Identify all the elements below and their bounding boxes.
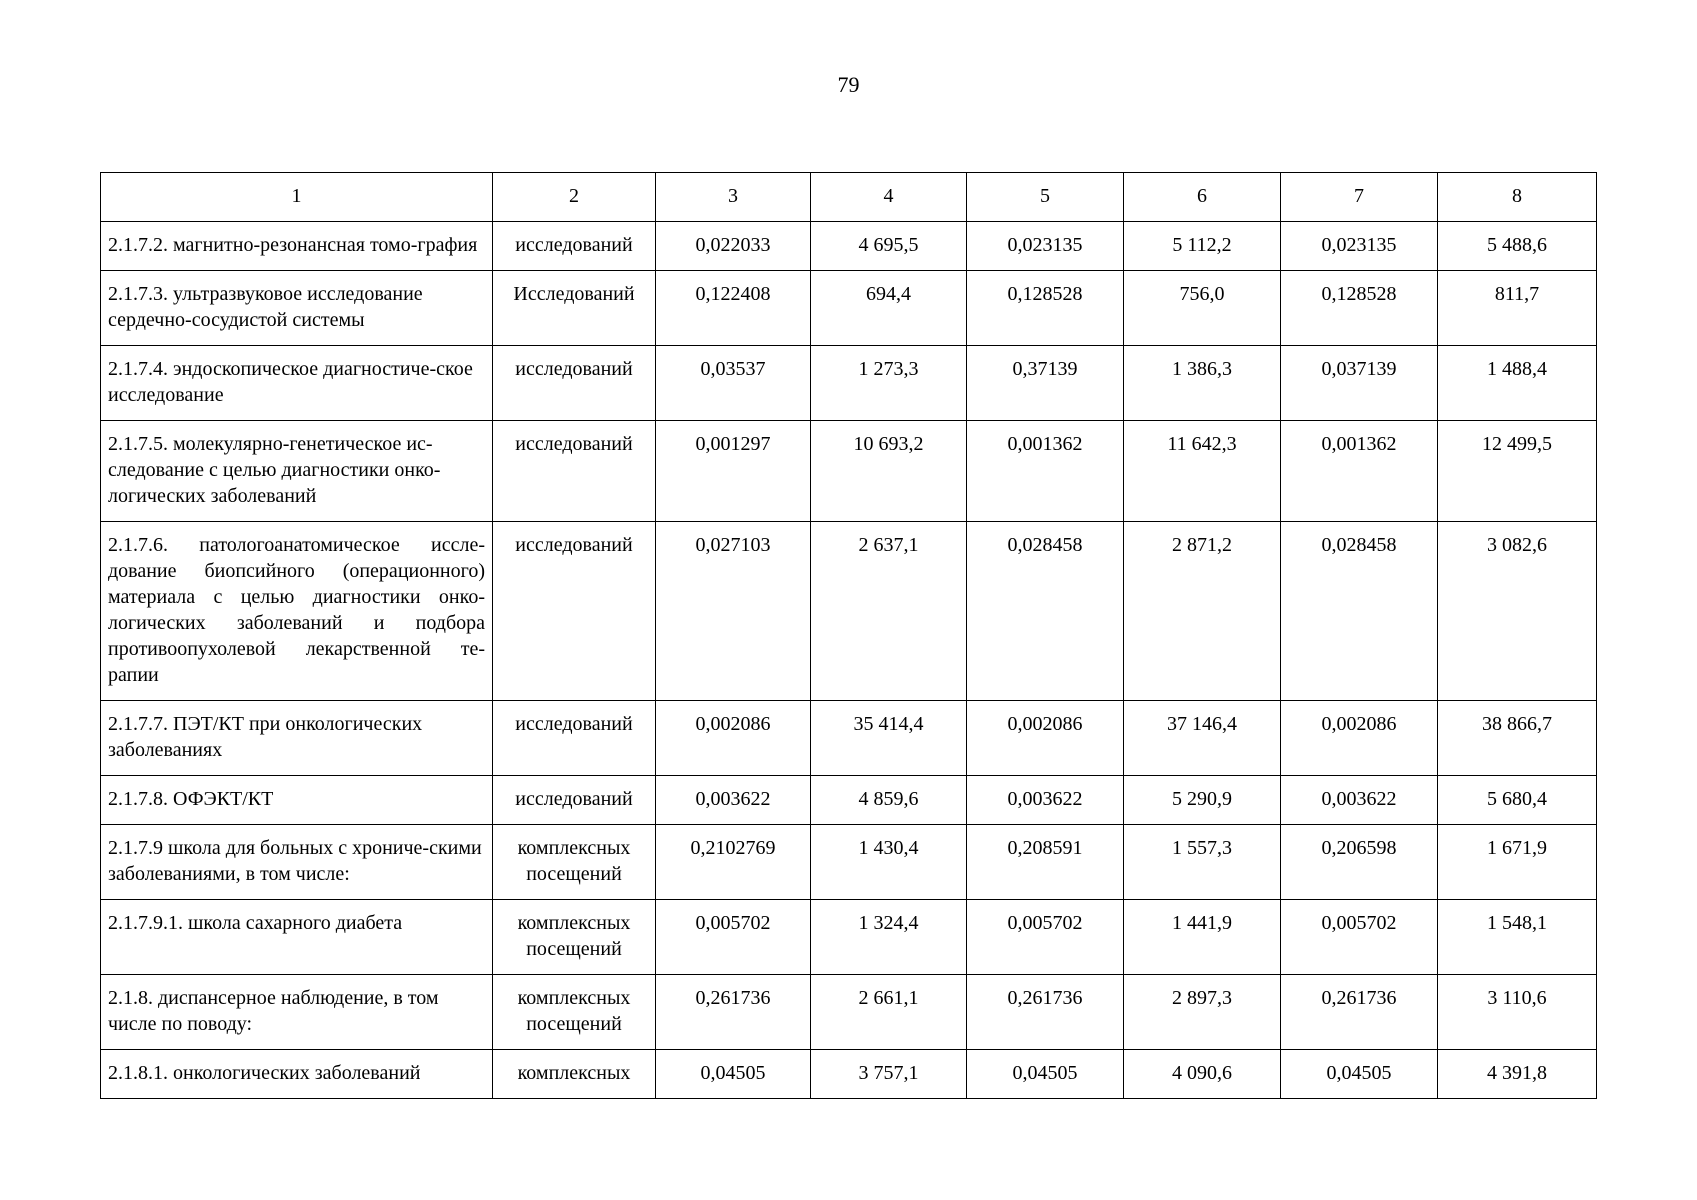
column-header: 2 — [493, 173, 656, 222]
value-cell: 1 671,9 — [1438, 825, 1597, 900]
value-cell: 3 757,1 — [811, 1050, 967, 1099]
page-number: 79 — [837, 72, 860, 97]
service-name-cell: 2.1.7.7. ПЭТ/КТ при онкологических заболеваниях — [101, 701, 493, 776]
value-cell: 1 441,9 — [1124, 900, 1281, 975]
value-cell: 0,027103 — [656, 522, 811, 701]
value-cell: 1 324,4 — [811, 900, 967, 975]
value-cell: 1 557,3 — [1124, 825, 1281, 900]
service-name-cell: 2.1.8.1. онкологических заболеваний — [101, 1050, 493, 1099]
service-name-cell: 2.1.7.2. магнитно-резонансная томо-графия — [101, 222, 493, 271]
value-cell: 2 637,1 — [811, 522, 967, 701]
value-cell: 0,001362 — [1281, 421, 1438, 522]
unit-cell: исследований — [493, 421, 656, 522]
value-cell: 0,003622 — [967, 776, 1124, 825]
table-header — [101, 173, 1597, 222]
service-name-cell: 2.1.7.5. молекулярно-генетическое ис-следование с целью диагностики онко-логических заболеваний — [101, 421, 493, 522]
value-cell: 0,2102769 — [656, 825, 811, 900]
unit-cell: исследований — [493, 346, 656, 421]
table-row — [101, 975, 1597, 1050]
unit-cell: комплексных посещений — [493, 825, 656, 900]
value-cell: 0,022033 — [656, 222, 811, 271]
value-cell: 0,04505 — [1281, 1050, 1438, 1099]
column-header: 3 — [656, 173, 811, 222]
value-cell: 4 391,8 — [1438, 1050, 1597, 1099]
value-cell: 0,128528 — [1281, 271, 1438, 346]
service-name-cell: 2.1.7.9.1. школа сахарного диабета — [101, 900, 493, 975]
value-cell: 0,122408 — [656, 271, 811, 346]
value-cell: 2 661,1 — [811, 975, 967, 1050]
value-cell: 0,04505 — [967, 1050, 1124, 1099]
value-cell: 3 110,6 — [1438, 975, 1597, 1050]
value-cell: 0,023135 — [967, 222, 1124, 271]
value-cell: 0,261736 — [967, 975, 1124, 1050]
value-cell: 0,261736 — [656, 975, 811, 1050]
table-row — [101, 222, 1597, 271]
value-cell: 37 146,4 — [1124, 701, 1281, 776]
value-cell: 0,005702 — [1281, 900, 1438, 975]
value-cell: 0,003622 — [656, 776, 811, 825]
column-header: 6 — [1124, 173, 1281, 222]
value-cell: 0,002086 — [1281, 701, 1438, 776]
value-cell: 1 386,3 — [1124, 346, 1281, 421]
service-name-cell: 2.1.7.4. эндоскопическое диагностиче-ское исследование — [101, 346, 493, 421]
value-cell: 0,37139 — [967, 346, 1124, 421]
value-cell: 0,028458 — [967, 522, 1124, 701]
value-cell: 4 090,6 — [1124, 1050, 1281, 1099]
table-row — [101, 825, 1597, 900]
value-cell: 10 693,2 — [811, 421, 967, 522]
value-cell: 0,003622 — [1281, 776, 1438, 825]
table-row — [101, 900, 1597, 975]
value-cell: 35 414,4 — [811, 701, 967, 776]
value-cell: 3 082,6 — [1438, 522, 1597, 701]
column-header: 4 — [811, 173, 967, 222]
value-cell: 0,208591 — [967, 825, 1124, 900]
table-row — [101, 776, 1597, 825]
unit-cell: комплексных посещений — [493, 975, 656, 1050]
unit-cell: Исследований — [493, 271, 656, 346]
value-cell: 4 695,5 — [811, 222, 967, 271]
value-cell: 4 859,6 — [811, 776, 967, 825]
value-cell: 0,028458 — [1281, 522, 1438, 701]
column-number-row — [101, 173, 1597, 222]
table-row — [101, 522, 1597, 701]
value-cell: 5 290,9 — [1124, 776, 1281, 825]
value-cell: 1 430,4 — [811, 825, 967, 900]
value-cell: 0,002086 — [656, 701, 811, 776]
value-cell: 0,128528 — [967, 271, 1124, 346]
value-cell: 0,261736 — [1281, 975, 1438, 1050]
value-cell: 12 499,5 — [1438, 421, 1597, 522]
column-header: 8 — [1438, 173, 1597, 222]
value-cell: 0,005702 — [656, 900, 811, 975]
service-name-cell: 2.1.7.6. патологоанатомическое иссле-дование биопсийного (операционного) материала с целью диагностики онко-логических заболеваний и подбора противоопухолевой лекарственной те-рапии — [101, 522, 493, 701]
value-cell: 0,206598 — [1281, 825, 1438, 900]
tariff-table — [100, 172, 1597, 1099]
service-name-cell: 2.1.8. диспансерное наблюдение, в том числе по поводу: — [101, 975, 493, 1050]
unit-cell: исследований — [493, 701, 656, 776]
unit-cell: исследований — [493, 522, 656, 701]
value-cell: 11 642,3 — [1124, 421, 1281, 522]
value-cell: 756,0 — [1124, 271, 1281, 346]
table-row — [101, 421, 1597, 522]
value-cell: 694,4 — [811, 271, 967, 346]
table-row — [101, 271, 1597, 346]
table-row — [101, 346, 1597, 421]
value-cell: 0,04505 — [656, 1050, 811, 1099]
value-cell: 2 897,3 — [1124, 975, 1281, 1050]
value-cell: 1 273,3 — [811, 346, 967, 421]
value-cell: 1 548,1 — [1438, 900, 1597, 975]
value-cell: 1 488,4 — [1438, 346, 1597, 421]
service-name-cell: 2.1.7.3. ультразвуковое исследование сердечно-сосудистой системы — [101, 271, 493, 346]
unit-cell: исследований — [493, 222, 656, 271]
value-cell: 0,002086 — [967, 701, 1124, 776]
value-cell: 0,023135 — [1281, 222, 1438, 271]
value-cell: 5 680,4 — [1438, 776, 1597, 825]
unit-cell: комплексных — [493, 1050, 656, 1099]
value-cell: 5 112,2 — [1124, 222, 1281, 271]
value-cell: 0,037139 — [1281, 346, 1438, 421]
column-header: 5 — [967, 173, 1124, 222]
table-row — [101, 701, 1597, 776]
column-header: 1 — [101, 173, 493, 222]
value-cell: 0,03537 — [656, 346, 811, 421]
unit-cell: исследований — [493, 776, 656, 825]
value-cell: 0,001297 — [656, 421, 811, 522]
service-name-cell: 2.1.7.9 школа для больных с хрониче-скими заболеваниями, в том числе: — [101, 825, 493, 900]
service-name-cell: 2.1.7.8. ОФЭКТ/КТ — [101, 776, 493, 825]
value-cell: 0,005702 — [967, 900, 1124, 975]
table-body — [101, 222, 1597, 1099]
value-cell: 811,7 — [1438, 271, 1597, 346]
table-row — [101, 1050, 1597, 1099]
unit-cell: комплексных посещений — [493, 900, 656, 975]
value-cell: 0,001362 — [967, 421, 1124, 522]
column-header: 7 — [1281, 173, 1438, 222]
value-cell: 2 871,2 — [1124, 522, 1281, 701]
value-cell: 5 488,6 — [1438, 222, 1597, 271]
value-cell: 38 866,7 — [1438, 701, 1597, 776]
